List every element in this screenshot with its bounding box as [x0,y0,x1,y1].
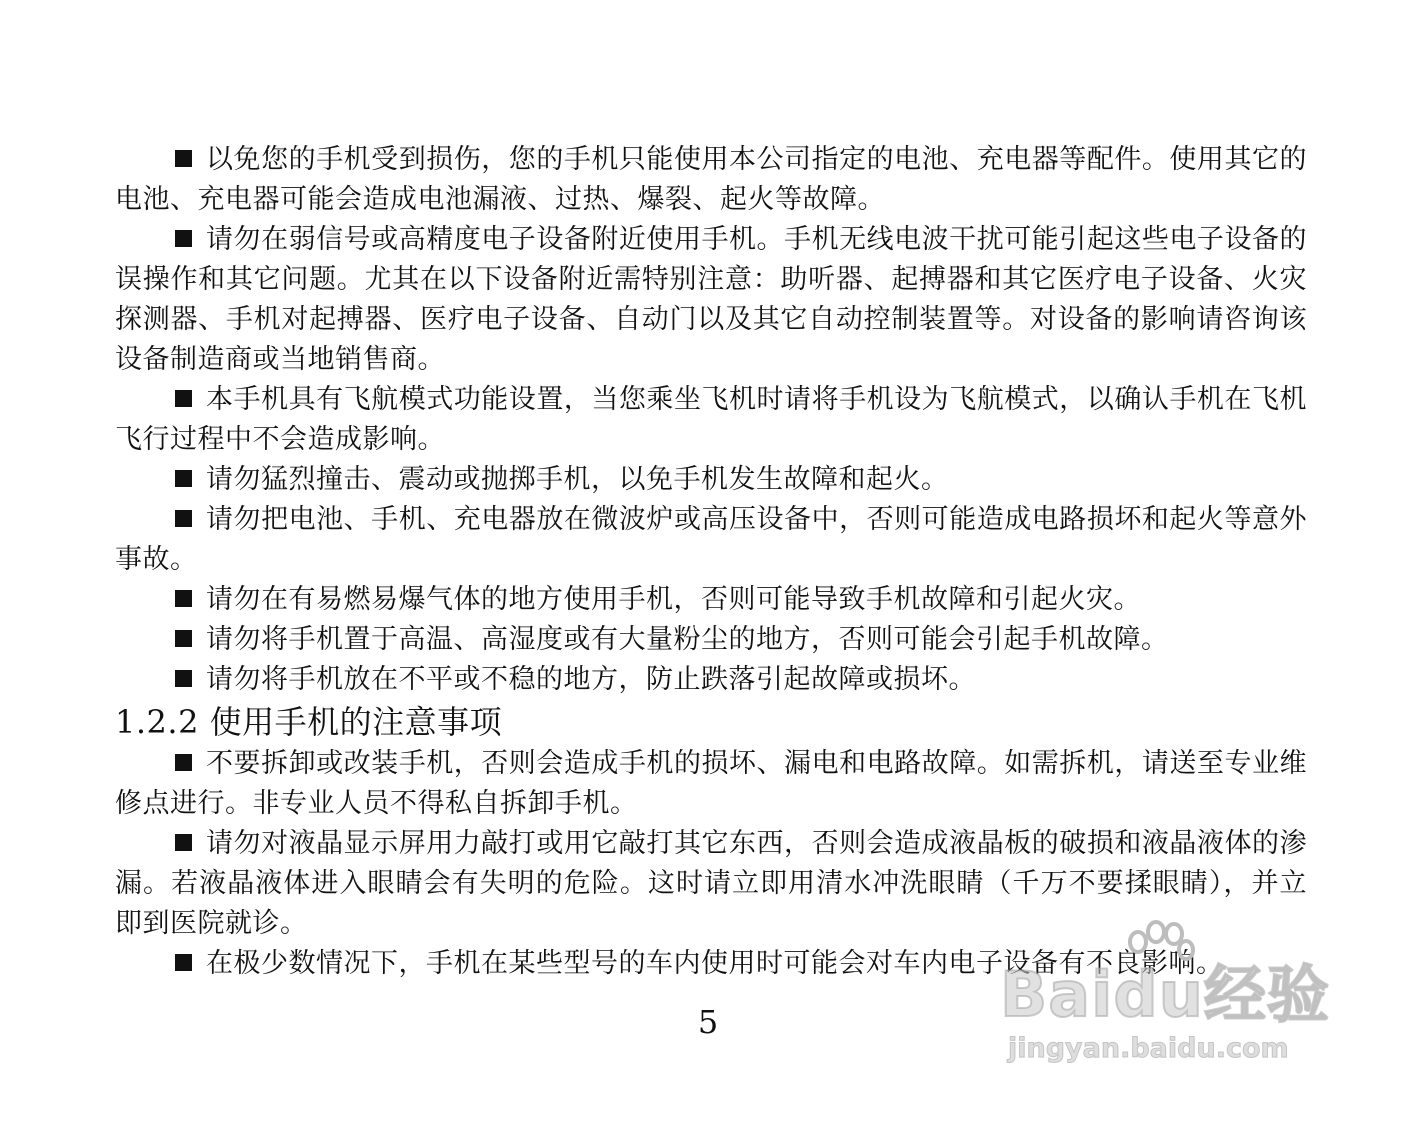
usage-item-text: 请勿对液晶显示屏用力敲打或用它敲打其它东西，否则会造成液晶板的破损和液晶液体的渗漏。若液晶液体进入眼睛会有失明的危险。这时请立即用清水冲洗眼睛（千万不要揉眼睛），并立即到医院就诊。 [115,828,1307,939]
usage-item [115,744,1307,824]
square-bullet-icon [175,754,192,771]
usage-item-text: 不要拆卸或改装手机，否则会造成手机的损坏、漏电和电路故障。如需拆机，请送至专业维修点进行。非专业人员不得私自拆卸手机。 [115,748,1307,819]
safety-item [115,620,1307,660]
watermark-brand: Baidu经验 [1000,958,1330,1031]
watermark-url: jingyan.baidu.com [1008,1033,1289,1064]
square-bullet-icon [175,470,192,487]
square-bullet-icon [175,834,192,851]
square-bullet-icon [175,670,192,687]
safety-item [115,380,1307,460]
safety-item-text: 请勿在有易燃易爆气体的地方使用手机，否则可能导致手机故障和引起火灾。 [206,584,1141,615]
square-bullet-icon [175,390,192,407]
safety-item-text: 请勿将手机置于高温、高湿度或有大量粉尘的地方，否则可能会引起手机故障。 [206,624,1169,655]
safety-item [115,660,1307,700]
safety-item-text: 请勿在弱信号或高精度电子设备附近使用手机。手机无线电波干扰可能引起这些电子设备的误操作和其它问题。尤其在以下设备附近需特别注意：助听器、起搏器和其它医疗电子设备、火灾探测器、手机对起搏器、医疗电子设备、自动门以及其它自动控制装置等。对设备的影响请咨询该设备制造商或当地销售商。 [115,224,1307,375]
usage-item [115,824,1307,944]
square-bullet-icon [175,590,192,607]
safety-item [115,500,1307,580]
safety-item-text: 本手机具有飞航模式功能设置，当您乘坐飞机时请将手机设为飞航模式，以确认手机在飞机飞行过程中不会造成影响。 [115,384,1307,455]
safety-item [115,140,1307,220]
section-heading: 1.2.2 使用手机的注意事项 [115,703,503,741]
safety-item-text: 请勿把电池、手机、充电器放在微波炉或高压设备中，否则可能造成电路损坏和起火等意外事故。 [115,504,1307,575]
safety-item-text: 请勿将手机放在不平或不稳的地方，防止跌落引起故障或损坏。 [206,664,976,695]
square-bullet-icon [175,510,192,527]
safety-item [115,460,1307,500]
usage-item [115,944,1307,984]
square-bullet-icon [175,150,192,167]
safety-item-text: 请勿猛烈撞击、震动或抛掷手机，以免手机发生故障和起火。 [206,464,949,495]
document-body [115,140,1307,984]
square-bullet-icon [175,630,192,647]
usage-item-text: 在极少数情况下，手机在某些型号的车内使用时可能会对车内电子设备有不良影响。 [206,948,1224,979]
square-bullet-icon [175,954,192,971]
safety-item [115,580,1307,620]
page-number: 5 [697,1003,719,1041]
safety-item [115,220,1307,380]
square-bullet-icon [175,230,192,247]
safety-item-text: 以免您的手机受到损伤，您的手机只能使用本公司指定的电池、充电器等配件。使用其它的电池、充电器可能会造成电池漏液、过热、爆裂、起火等故障。 [115,144,1307,215]
